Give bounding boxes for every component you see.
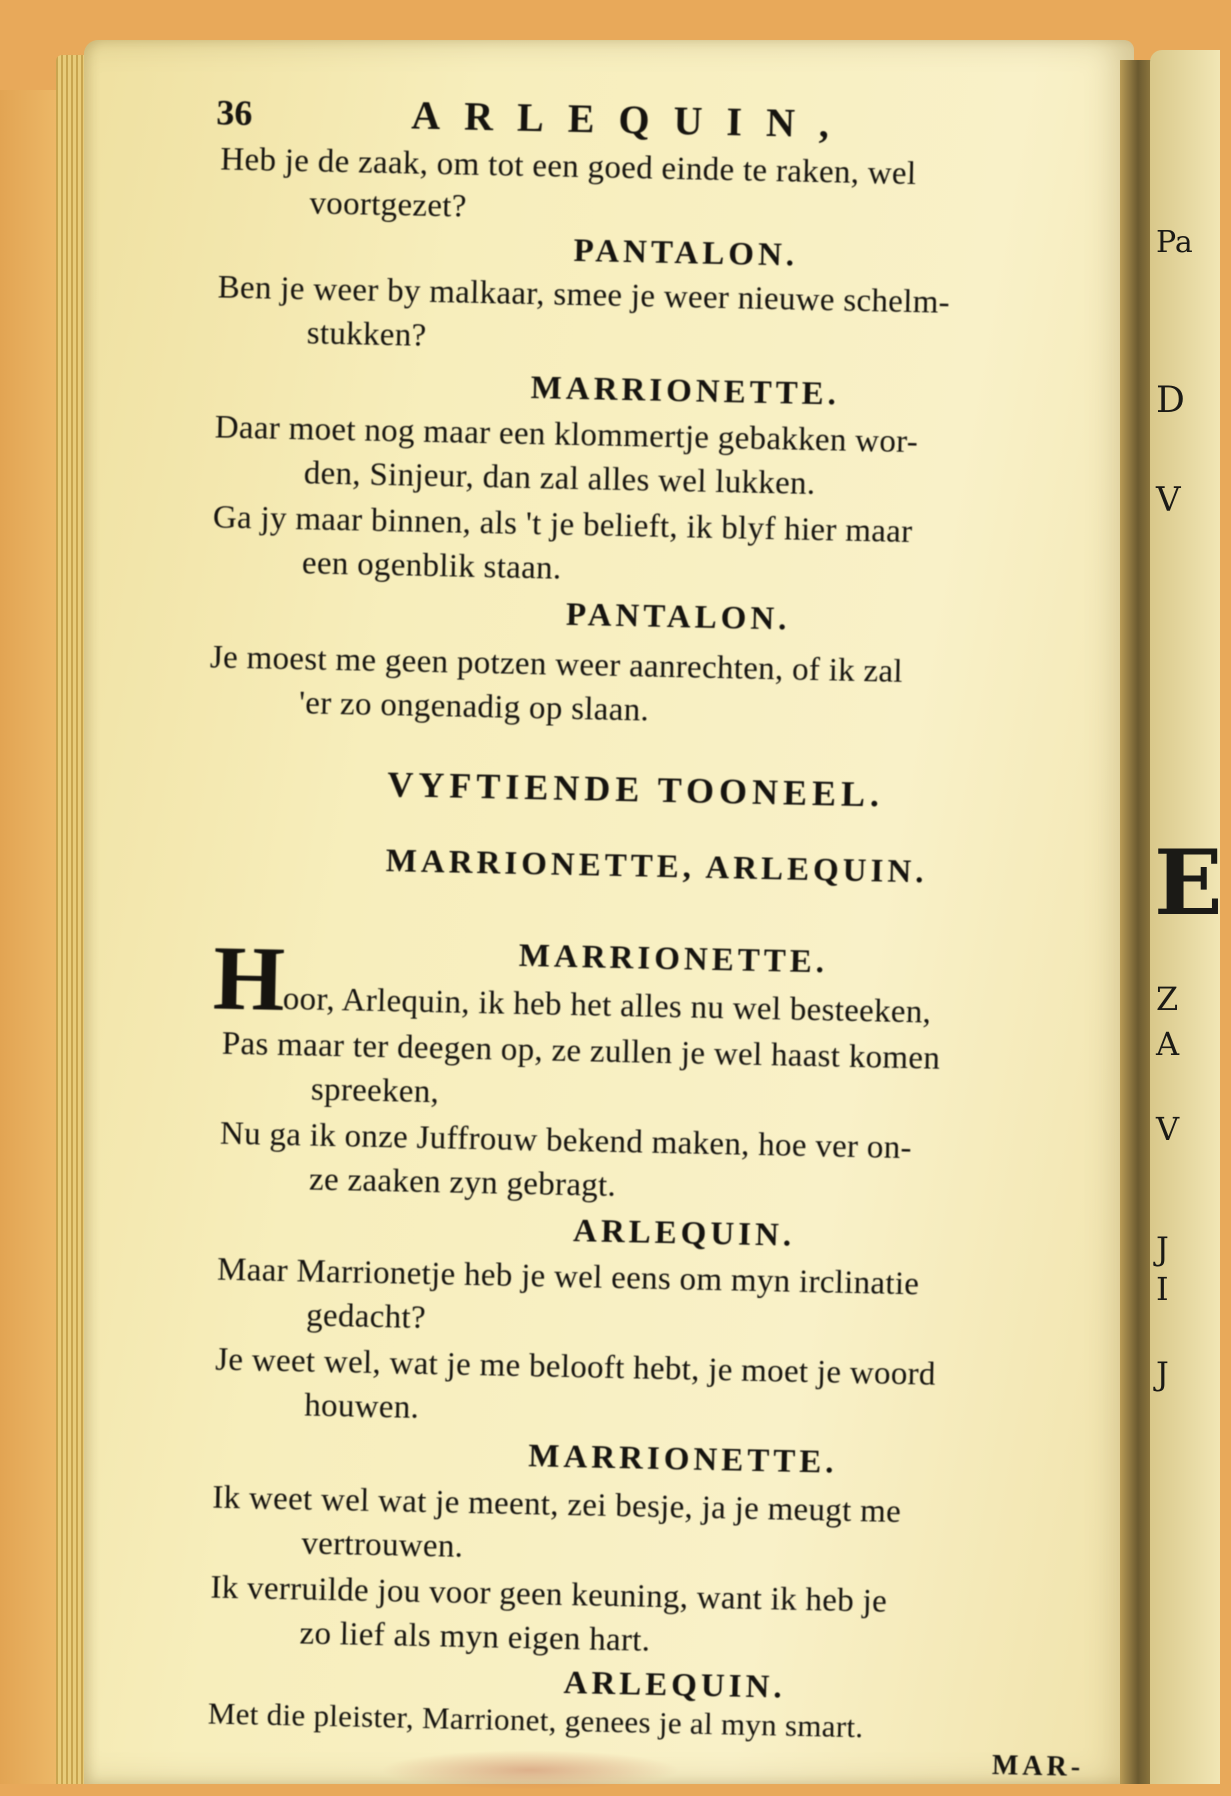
drop-capital: H bbox=[212, 926, 286, 1030]
text-line: voortgezet? bbox=[309, 185, 468, 225]
scene-characters: MARRIONETTE, ARLEQUIN. bbox=[385, 843, 928, 891]
right-page-fragment: E bbox=[1154, 830, 1223, 936]
speaker-heading: MARRIONETTE. bbox=[527, 1438, 838, 1481]
right-page-fragment: V bbox=[1156, 480, 1181, 520]
text-line: oor, Arlequin, ik heb het alles nu wel besteeken, bbox=[282, 980, 932, 1031]
right-page-fragment: I bbox=[1156, 1270, 1169, 1308]
right-page-fragment: J bbox=[1156, 1230, 1169, 1268]
speaker-heading: ARLEQUIN. bbox=[572, 1213, 796, 1254]
text-line: Heb je de zaak, om tot een goed einde te raken, wel bbox=[220, 141, 917, 193]
text-line: Maar Marrionetje heb je wel eens om myn irclinatie bbox=[216, 1251, 920, 1303]
right-page-fragment: V bbox=[1156, 1110, 1180, 1148]
speaker-heading: PANTALON. bbox=[573, 232, 799, 274]
speaker-heading: PANTALON. bbox=[565, 596, 791, 638]
speaker-heading: ARLEQUIN. bbox=[563, 1664, 787, 1706]
text-line: stukken? bbox=[306, 315, 427, 354]
text-line: Je moest me geen potzen weer aanrechten, of ik zal bbox=[209, 639, 904, 690]
text-line: Ga jy maar binnen, als 't je belieft, ik blyf hier maar bbox=[212, 499, 913, 551]
page-number: 36 bbox=[215, 92, 253, 134]
right-page-fragment: J bbox=[1156, 1355, 1169, 1393]
right-page-fragment: Pa bbox=[1156, 225, 1193, 260]
text-line: den, Sinjeur, dan zal alles wel lukken. bbox=[303, 455, 816, 502]
text-line: ze zaaken zyn gebragt. bbox=[308, 1161, 617, 1204]
text-line: Pas maar ter deegen op, ze zullen je wel haast komen bbox=[221, 1025, 941, 1077]
text-line: Ik weet wel wat je meent, zei besje, ja je meugt me bbox=[212, 1479, 902, 1531]
text-line: 'er zo ongenadig op slaan. bbox=[298, 685, 650, 729]
text-line: zo lief als myn eigen hart. bbox=[299, 1615, 651, 1659]
running-title: ARLEQUIN, bbox=[410, 92, 854, 147]
text-line: Je weet wel, wat je me belooft hebt, je moet je woord bbox=[214, 1341, 937, 1393]
speaker-heading: MARRIONETTE. bbox=[530, 370, 841, 413]
page-bottom-shadow bbox=[380, 1750, 680, 1790]
text-line: Met die pleister, Marrionet, genees je al myn smart. bbox=[207, 1695, 864, 1745]
right-page-fragment: A bbox=[1156, 1025, 1180, 1063]
text-line: Daar moet nog maar een klommertje gebakken wor- bbox=[214, 409, 919, 461]
text-line: Nu ga ik onze Juffrouw bekend maken, hoe ver on- bbox=[219, 1115, 913, 1167]
right-page-fragment: Z bbox=[1156, 980, 1179, 1018]
text-line: Ik verruilde jou voor geen keuning, want ik heb je bbox=[210, 1569, 888, 1620]
speaker-heading: MARRIONETTE. bbox=[518, 937, 829, 981]
text-line: Ben je weer by malkaar, smee je weer nieuwe schelm- bbox=[217, 269, 951, 321]
text-line: een ogenblik staan. bbox=[301, 545, 562, 587]
text-line: spreeken, bbox=[310, 1071, 440, 1111]
text-line: gedacht? bbox=[305, 1297, 427, 1337]
text-line: vertrouwen. bbox=[301, 1525, 464, 1565]
catchword: MAR- bbox=[991, 1749, 1085, 1783]
text-line: houwen. bbox=[303, 1387, 420, 1426]
right-page-fragment: D bbox=[1156, 380, 1185, 421]
scene-title: VYFTIENDE TOONEEL. bbox=[386, 764, 885, 815]
